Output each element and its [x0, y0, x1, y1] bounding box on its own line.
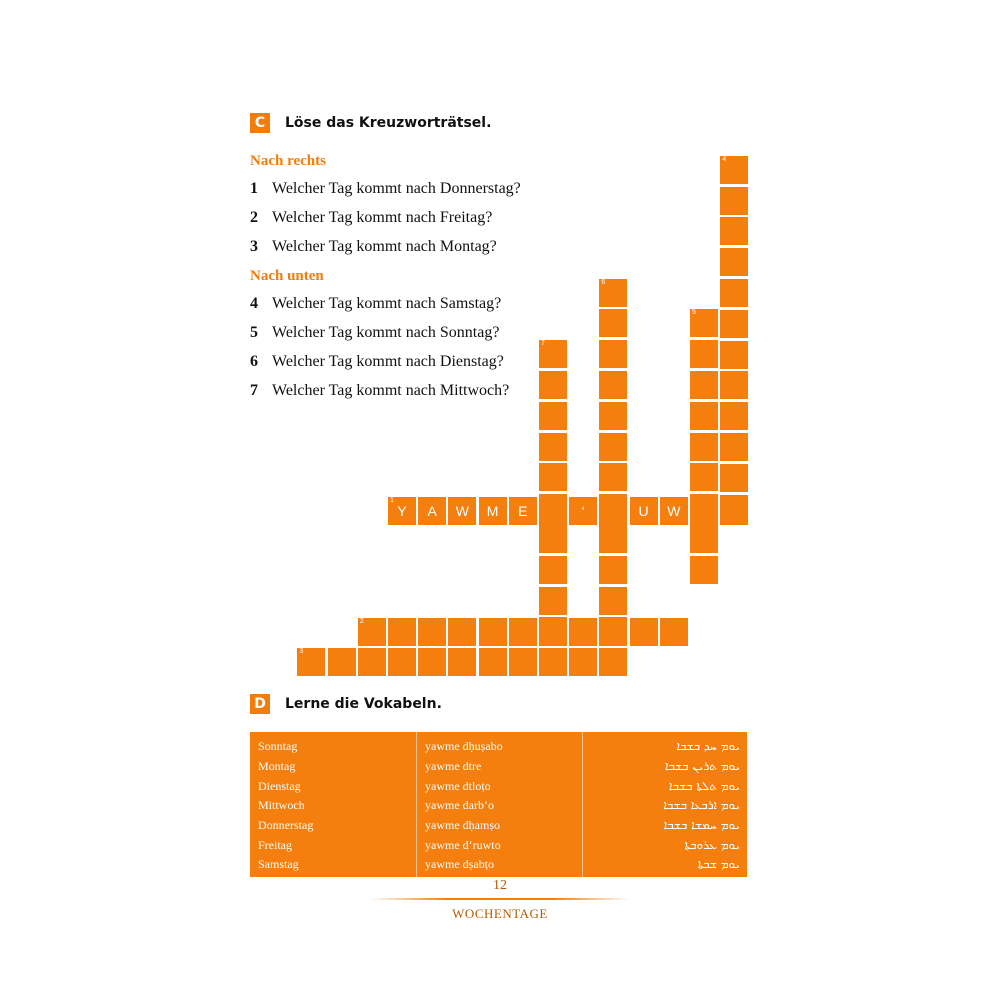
- crossword-cell[interactable]: [690, 371, 718, 399]
- crossword-cell[interactable]: [690, 340, 718, 368]
- crossword-cell[interactable]: [539, 340, 567, 368]
- syriac-word: ܝܘܡ ܐܪܒܥܐ ܒܫܒܐ: [663, 798, 740, 812]
- crossword-cell[interactable]: [690, 309, 718, 337]
- cell-clue-number: 5: [692, 309, 696, 317]
- crossword-cell[interactable]: [599, 340, 627, 368]
- crossword-cell[interactable]: [720, 310, 748, 338]
- crossword-cell[interactable]: [479, 497, 507, 525]
- crossword-cell[interactable]: [569, 648, 597, 676]
- crossword-cell[interactable]: [599, 463, 627, 491]
- page-number: 12: [493, 878, 507, 893]
- crossword-cell[interactable]: [479, 618, 507, 646]
- crossword-cell[interactable]: [599, 556, 627, 584]
- cell-letter: ‘: [581, 503, 585, 519]
- syriac-word: ܝܘܡ ܚܡܫܐ ܒܫܒܐ: [663, 818, 740, 832]
- crossword-cell[interactable]: [509, 618, 537, 646]
- vocabulary-table: [250, 732, 747, 877]
- cell-letter: W: [667, 503, 681, 519]
- crossword-cell[interactable]: [569, 618, 597, 646]
- crossword-cell[interactable]: [690, 402, 718, 430]
- transliteration-word: yawme d‘ruwto: [425, 838, 501, 852]
- transliteration-word: yawme dtloṭo: [425, 779, 491, 793]
- crossword-cell[interactable]: [599, 587, 627, 615]
- crossword-cell[interactable]: [720, 248, 748, 276]
- section-c-title: Löse das Kreuzworträtsel.: [285, 115, 492, 131]
- crossword-cell[interactable]: [599, 309, 627, 337]
- transliteration-column: [416, 732, 583, 877]
- crossword-cell[interactable]: [448, 497, 476, 525]
- german-word: Freitag: [258, 838, 292, 852]
- section-d-badge: D: [250, 694, 270, 714]
- crossword-cell[interactable]: [448, 618, 476, 646]
- footer-divider: [370, 898, 630, 900]
- crossword-cell[interactable]: [509, 648, 537, 676]
- cell-letter: U: [638, 503, 649, 519]
- crossword-cell[interactable]: [599, 617, 627, 645]
- crossword-cell[interactable]: [720, 433, 748, 461]
- crossword-cell[interactable]: [720, 402, 748, 430]
- crossword-cell[interactable]: [690, 525, 718, 553]
- crossword-cell[interactable]: [599, 279, 627, 307]
- crossword-cell[interactable]: [720, 156, 748, 184]
- crossword-cell[interactable]: [539, 648, 567, 676]
- german-word: Donnerstag: [258, 818, 314, 832]
- section-c-badge: C: [250, 113, 270, 133]
- crossword-cell[interactable]: [720, 187, 748, 215]
- crossword-cell[interactable]: [539, 402, 567, 430]
- transliteration-word: yawme dḥamṣo: [425, 818, 500, 832]
- crossword-cell[interactable]: [630, 618, 658, 646]
- crossword-cell[interactable]: [328, 648, 356, 676]
- transliteration-word: yawme dḥuṣabo: [425, 739, 503, 753]
- crossword-cell[interactable]: [539, 463, 567, 491]
- crossword-cell[interactable]: [448, 648, 476, 676]
- section-d-title: Lerne die Vokabeln.: [285, 696, 442, 712]
- crossword-cell[interactable]: [660, 618, 688, 646]
- crossword-cell[interactable]: [720, 217, 748, 245]
- syriac-word: ܝܘܡ ܚܕ ܒܫܒܐ: [676, 739, 740, 753]
- crossword-cell[interactable]: [539, 587, 567, 615]
- german-word: Mittwoch: [258, 798, 305, 812]
- crossword-cell[interactable]: [539, 433, 567, 461]
- crossword-cell[interactable]: [539, 556, 567, 584]
- syriac-word: ܝܘܡ ܥܪܘܒܬܐ: [684, 838, 740, 852]
- cell-letter: E: [518, 503, 528, 519]
- crossword-cell[interactable]: [599, 525, 627, 553]
- cell-letter: M: [486, 503, 499, 519]
- german-word: Dienstag: [258, 779, 301, 793]
- crossword-cell[interactable]: [358, 648, 386, 676]
- clue-5: 5 Welcher Tag kommt nach Sonntag?: [250, 324, 500, 341]
- crossword-cell[interactable]: [690, 556, 718, 584]
- chapter-title: WOCHENTAGE: [452, 906, 548, 921]
- across-heading: Nach rechts: [250, 153, 326, 169]
- cell-clue-number: 1: [390, 497, 394, 504]
- crossword-cell[interactable]: [509, 497, 537, 525]
- transliteration-word: yawme dtre: [425, 759, 482, 773]
- crossword-cell[interactable]: [599, 371, 627, 399]
- crossword-cell[interactable]: [388, 618, 416, 646]
- german-word: Montag: [258, 759, 296, 773]
- crossword-cell[interactable]: [539, 525, 567, 553]
- crossword-cell[interactable]: [569, 497, 597, 525]
- crossword-cell[interactable]: [720, 495, 748, 523]
- crossword-cell[interactable]: [690, 463, 718, 491]
- crossword-cell[interactable]: [599, 648, 627, 676]
- crossword-cell[interactable]: [388, 497, 416, 525]
- cell-clue-number: 3: [299, 648, 304, 655]
- crossword-cell[interactable]: [599, 433, 627, 461]
- crossword-cell[interactable]: [418, 618, 446, 646]
- crossword-cell[interactable]: [358, 618, 386, 646]
- crossword-cell[interactable]: [720, 279, 748, 307]
- crossword-cell[interactable]: [539, 371, 567, 399]
- crossword-cell[interactable]: [599, 402, 627, 430]
- transliteration-word: yawme darb‘o: [425, 798, 494, 812]
- crossword-cell[interactable]: [720, 464, 748, 492]
- clue-7: 7 Welcher Tag kommt nach Mittwoch?: [250, 382, 510, 399]
- german-word: Samstag: [258, 857, 299, 871]
- cell-letter: W: [455, 503, 469, 519]
- crossword-cell[interactable]: [418, 497, 446, 525]
- crossword-cell[interactable]: [720, 371, 748, 399]
- crossword-cell[interactable]: [720, 341, 748, 369]
- cell-clue-number: 7: [541, 340, 545, 348]
- german-word: Sonntag: [258, 739, 298, 753]
- syriac-column: [582, 732, 748, 877]
- cell-clue-number: 6: [601, 278, 606, 286]
- cell-letter: A: [427, 503, 437, 519]
- cell-clue-number: 4: [722, 155, 727, 163]
- crossword-cell[interactable]: [539, 494, 567, 522]
- transliteration-word: yawme dṣabṭo: [425, 857, 494, 871]
- crossword-cell[interactable]: [690, 494, 718, 522]
- clue-4: 4 Welcher Tag kommt nach Samstag?: [250, 295, 502, 312]
- clue-3: 3 Welcher Tag kommt nach Montag?: [250, 238, 497, 255]
- syriac-word: ܝܘܡ ܫܒܬܐ: [697, 857, 740, 871]
- crossword-cell[interactable]: [660, 497, 688, 525]
- clue-6: 6 Welcher Tag kommt nach Dienstag?: [250, 353, 504, 370]
- clue-2: 2 Welcher Tag kommt nach Freitag?: [250, 209, 493, 226]
- syriac-word: ܝܘܡ ܬܪܝܢ ܒܫܒܐ: [664, 759, 740, 773]
- crossword-cell[interactable]: [539, 617, 567, 645]
- cell-letter: Y: [397, 503, 407, 519]
- clue-1: 1 Welcher Tag kommt nach Donnerstag?: [250, 180, 521, 197]
- down-heading: Nach unten: [250, 268, 324, 284]
- crossword-cell[interactable]: [388, 648, 416, 676]
- crossword-cell[interactable]: [297, 648, 325, 676]
- crossword-cell[interactable]: [599, 494, 627, 522]
- crossword-cell[interactable]: [479, 648, 507, 676]
- german-column: [250, 732, 416, 877]
- syriac-word: ܝܘܡ ܬܠܬܐ ܒܫܒܐ: [668, 779, 740, 793]
- crossword-cell[interactable]: [418, 648, 446, 676]
- crossword-cell[interactable]: [630, 497, 658, 525]
- crossword-cell[interactable]: [690, 433, 718, 461]
- cell-clue-number: 2: [359, 618, 364, 625]
